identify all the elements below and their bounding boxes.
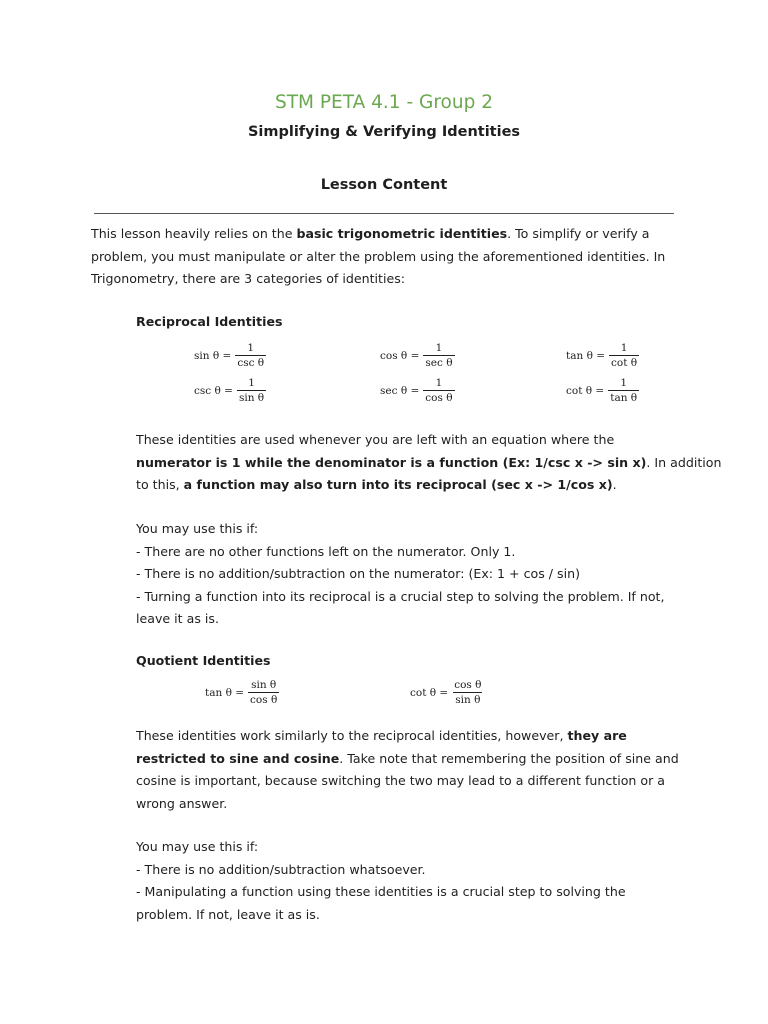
fraction: $\frac{1}{\text{tan θ}}$ [610,377,638,404]
quotient-desc-line-1: These identities work similarly to the reciprocal identities, however, they are [136,728,627,743]
formula-cot-quotient: cot θ = $\frac{\text{cos θ}}{\text{sin θ}}$ [410,679,482,706]
list-item: - There is no addition/subtraction on the numerator: (Ex: 1 + cos / sin) [136,566,580,581]
formula-cot-reciprocal: cot θ = $\frac{1}{\text{tan θ}}$ [566,377,638,404]
reciprocal-desc-line-3: to this, a function may also turn into its reciprocal (sec x -> 1/cos x). [136,477,617,492]
formula-sec-reciprocal: sec θ = $\frac{1}{\text{cos θ}}$ [380,377,453,404]
reciprocal-desc-line-1: These identities are used whenever you are left with an equation where the [136,432,615,447]
reciprocal-usage-list [136,518,665,631]
quotient-desc-line-2: restricted to sine and cosine. Take note that remembering the position of sine and [136,750,679,766]
fraction: $\frac{\text{cos θ}}{\text{sin θ}}$ [454,679,482,706]
list-item: - Turning a function into its reciprocal is a crucial step to solving the problem. If not, [136,588,665,604]
fraction: $\frac{1}{\text{cos θ}}$ [425,377,453,404]
document-subtitle: Simplifying & Verifying Identities [247,124,521,140]
list-item-continuation: problem. If not, leave it as is. [136,906,320,922]
quotient-desc-line-4: wrong answer. [136,795,228,811]
horizontal-divider [94,213,674,214]
fraction: $\frac{1}{\text{sec θ}}$ [425,342,453,369]
formula-cos-reciprocal: cos θ = $\frac{1}{\text{sec θ}}$ [380,342,453,369]
quotient-desc-line-3: cosine is important, because switching the two may lead to a different function or a [136,773,665,788]
intro-paragraph [91,223,665,291]
section-heading-lesson-content: Lesson Content [320,177,448,193]
reciprocal-desc-line-2: numerator is 1 while the denominator is a function (Ex: 1/csc x -> sin x). In addition [136,454,722,470]
list-item: - There are no other functions left on the numerator. Only 1. [136,543,516,559]
list-item: - There is no addition/subtraction whatsoever. [136,861,426,877]
list-item: - Manipulating a function using these identities is a crucial step to solving the [136,884,626,899]
intro-line-3: Trigonometry, there are 3 categories of identities: [91,271,406,286]
fraction: $\frac{1}{\text{csc θ}}$ [237,342,265,369]
usage-intro: You may use this if: [136,839,259,854]
fraction: $\frac{1}{\text{sin θ}}$ [238,377,265,404]
quotient-identities-heading: Quotient Identities [136,653,271,668]
emphasis-basic-identities: basic trigonometric identities [296,226,508,241]
document-title: STM PETA 4.1 - Group 2 [275,92,493,113]
formula-tan-quotient: tan θ = $\frac{\text{sin θ}}{\text{cos θ}}$ [205,679,278,706]
reciprocal-description [136,429,721,497]
formula-sin-reciprocal: sin θ = $\frac{1}{\text{csc θ}}$ [194,342,265,369]
intro-line-1: This lesson heavily relies on the basic trigonometric identities. To simplify or verify a [91,226,650,241]
usage-intro: You may use this if: [136,521,259,536]
quotient-description [136,725,679,815]
intro-line-2: problem, you must manipulate or alter the problem using the aforementioned identities. In [91,248,666,264]
formula-tan-reciprocal: tan θ = $\frac{1}{\text{cot θ}}$ [566,342,638,369]
fraction: $\frac{1}{\text{cot θ}}$ [611,342,638,369]
formula-csc-reciprocal: csc θ = $\frac{1}{\text{sin θ}}$ [194,377,265,404]
quotient-usage-list [136,836,626,926]
reciprocal-identities-heading: Reciprocal Identities [136,314,283,329]
list-item-continuation: leave it as is. [136,611,219,626]
fraction: $\frac{\text{sin θ}}{\text{cos θ}}$ [250,679,278,706]
